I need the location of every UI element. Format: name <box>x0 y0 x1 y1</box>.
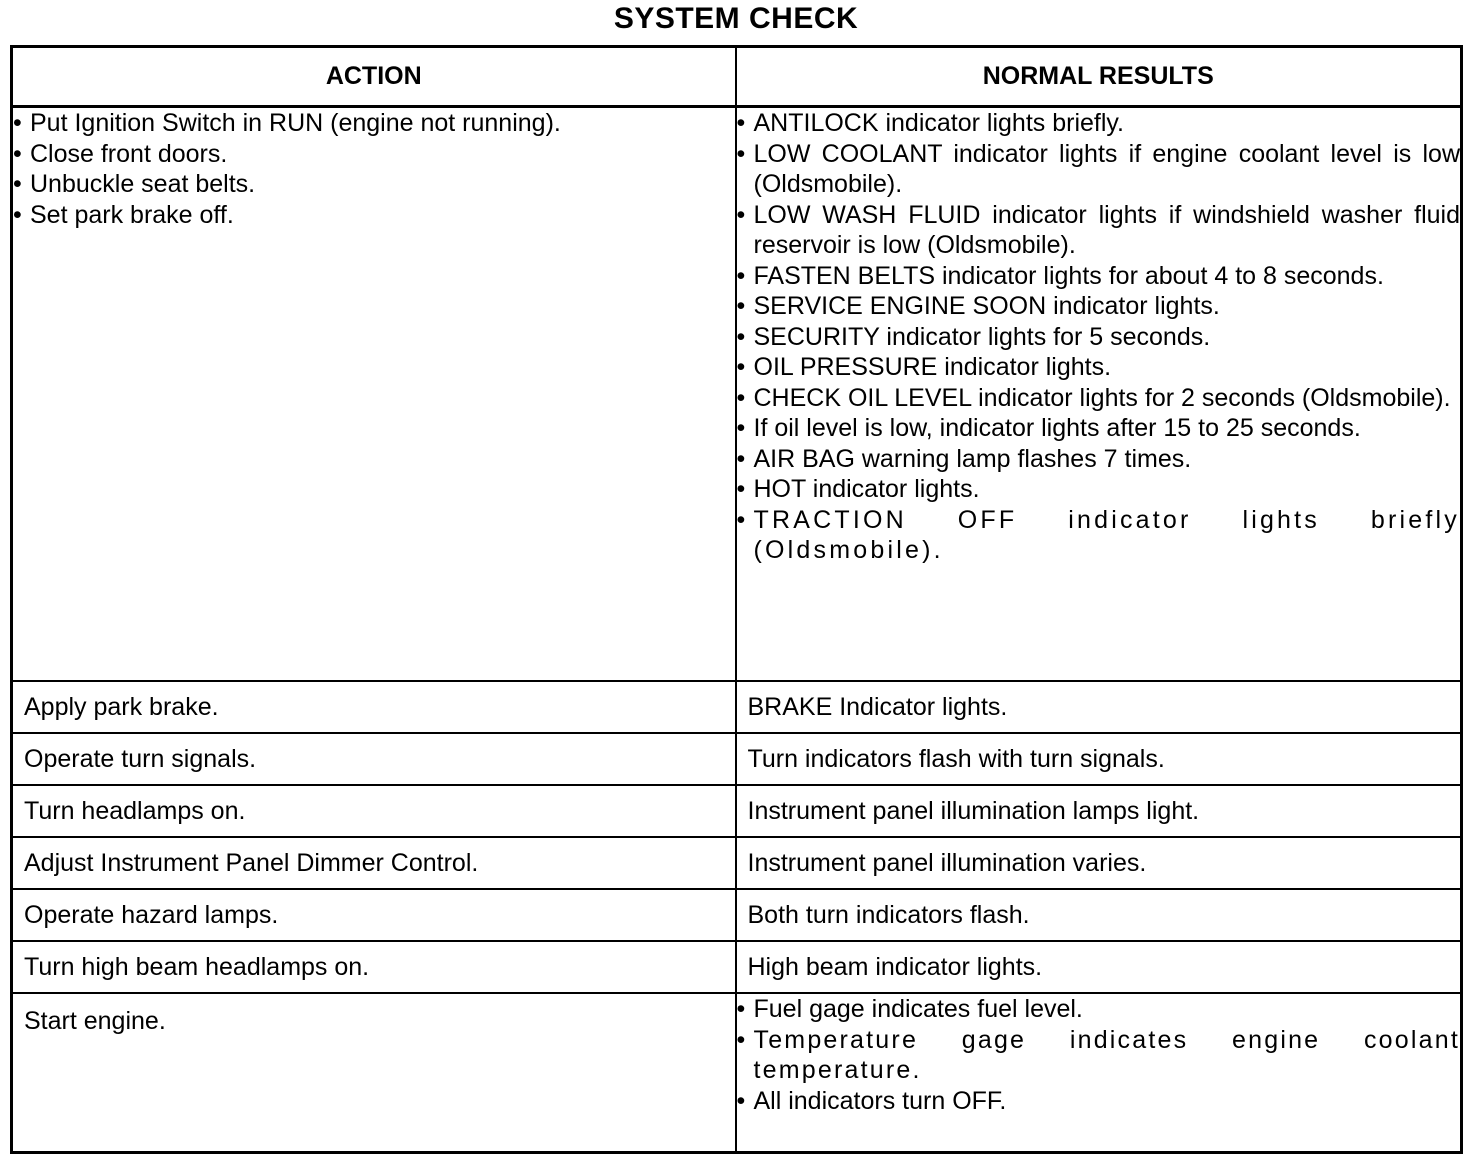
result-cell: BRAKE Indicator lights. <box>736 681 1462 733</box>
final-results-list <box>737 994 1461 1116</box>
bullet-icon: • <box>736 995 746 1023</box>
bullet-icon: • <box>13 200 22 229</box>
list-item: • SECURITY indicator lights for 5 seconds. <box>736 322 1211 351</box>
table-row <box>12 889 1462 941</box>
bullet-icon: • <box>13 109 22 137</box>
action-cell: Start engine. <box>12 993 736 1153</box>
table-row <box>12 837 1462 889</box>
list-item: • Set park brake off. <box>13 200 234 229</box>
initial-check-row <box>12 107 1462 682</box>
page-title: SYSTEM CHECK <box>613 2 859 35</box>
result-cell: Turn indicators flash with turn signals. <box>736 733 1462 785</box>
bullet-icon: • <box>736 444 746 473</box>
list-item: • AIR BAG warning lamp flashes 7 times. <box>736 444 1192 473</box>
action-cell: Apply park brake. <box>12 681 736 733</box>
bullet-icon: • <box>736 292 746 320</box>
list-item: • SERVICE ENGINE SOON indicator lights. <box>736 292 1220 320</box>
bullet-icon: • <box>736 1086 746 1115</box>
list-item: • OIL PRESSURE indicator lights. <box>736 353 1112 381</box>
start-engine-row <box>12 993 1462 1153</box>
initial-results-cell <box>736 107 1462 682</box>
bullet-icon: • <box>736 139 746 168</box>
bullet-icon: • <box>736 505 749 534</box>
action-cell: Adjust Instrument Panel Dimmer Control. <box>12 837 736 889</box>
result-cell: Both turn indicators flash. <box>736 889 1462 941</box>
header-row <box>12 47 1462 107</box>
list-item: • LOW WASH FLUID indicator lights if windshield washer fluid reservoir is low (Oldsmobile). <box>736 200 1460 259</box>
list-item: • All indicators turn OFF. <box>736 1086 1007 1115</box>
initial-actions-cell <box>12 107 736 682</box>
list-item: • ANTILOCK indicator lights briefly. <box>736 109 1124 137</box>
action-cell: Turn high beam headlamps on. <box>12 941 736 993</box>
list-item: • TRACTION OFF indicator lights briefly (Oldsmobile). <box>736 505 1460 564</box>
results-column-header: NORMAL RESULTS <box>736 47 1462 107</box>
list-item: • HOT indicator lights. <box>736 475 980 503</box>
bullet-icon: • <box>736 475 746 503</box>
action-cell: Turn headlamps on. <box>12 785 736 837</box>
bullet-icon: • <box>736 200 746 229</box>
result-cell: High beam indicator lights. <box>736 941 1462 993</box>
system-check-table <box>10 45 1463 1154</box>
result-cell: Instrument panel illumination lamps light. <box>736 785 1462 837</box>
list-item: • LOW COOLANT indicator lights if engine coolant level is low (Oldsmobile). <box>736 139 1460 198</box>
initial-results-list <box>737 108 1461 566</box>
table-row <box>12 733 1462 785</box>
initial-actions-list <box>13 108 735 230</box>
list-item: • If oil level is low, indicator lights after 15 to 25 seconds. <box>736 414 1361 442</box>
bullet-icon: • <box>13 139 22 168</box>
list-item: • Unbuckle seat belts. <box>13 170 256 198</box>
list-item: • Put Ignition Switch in RUN (engine not running). <box>13 109 561 137</box>
bullet-icon: • <box>736 322 746 351</box>
bullet-icon: • <box>736 414 746 442</box>
bullet-icon: • <box>736 109 746 137</box>
bullet-icon: • <box>736 1025 748 1054</box>
final-results-cell <box>736 993 1462 1153</box>
action-cell: Operate hazard lamps. <box>12 889 736 941</box>
list-item: • Fuel gage indicates fuel level. <box>736 995 1083 1023</box>
table-row <box>12 681 1462 733</box>
bullet-icon: • <box>736 261 746 290</box>
action-column-header: ACTION <box>12 47 736 107</box>
result-cell: Instrument panel illumination varies. <box>736 837 1462 889</box>
list-item: • Close front doors. <box>13 139 228 168</box>
bullet-icon: • <box>736 383 746 412</box>
bullet-icon: • <box>736 353 746 381</box>
action-cell: Operate turn signals. <box>12 733 736 785</box>
bullet-icon: • <box>13 170 22 198</box>
table-row <box>12 785 1462 837</box>
list-item: • Temperature gage indicates engine coolant temperature. <box>736 1025 1460 1084</box>
list-item: • FASTEN BELTS indicator lights for about 4 to 8 seconds. <box>736 261 1384 290</box>
table-row <box>12 941 1462 993</box>
list-item: • CHECK OIL LEVEL indicator lights for 2 seconds (Oldsmobile). <box>736 383 1451 412</box>
